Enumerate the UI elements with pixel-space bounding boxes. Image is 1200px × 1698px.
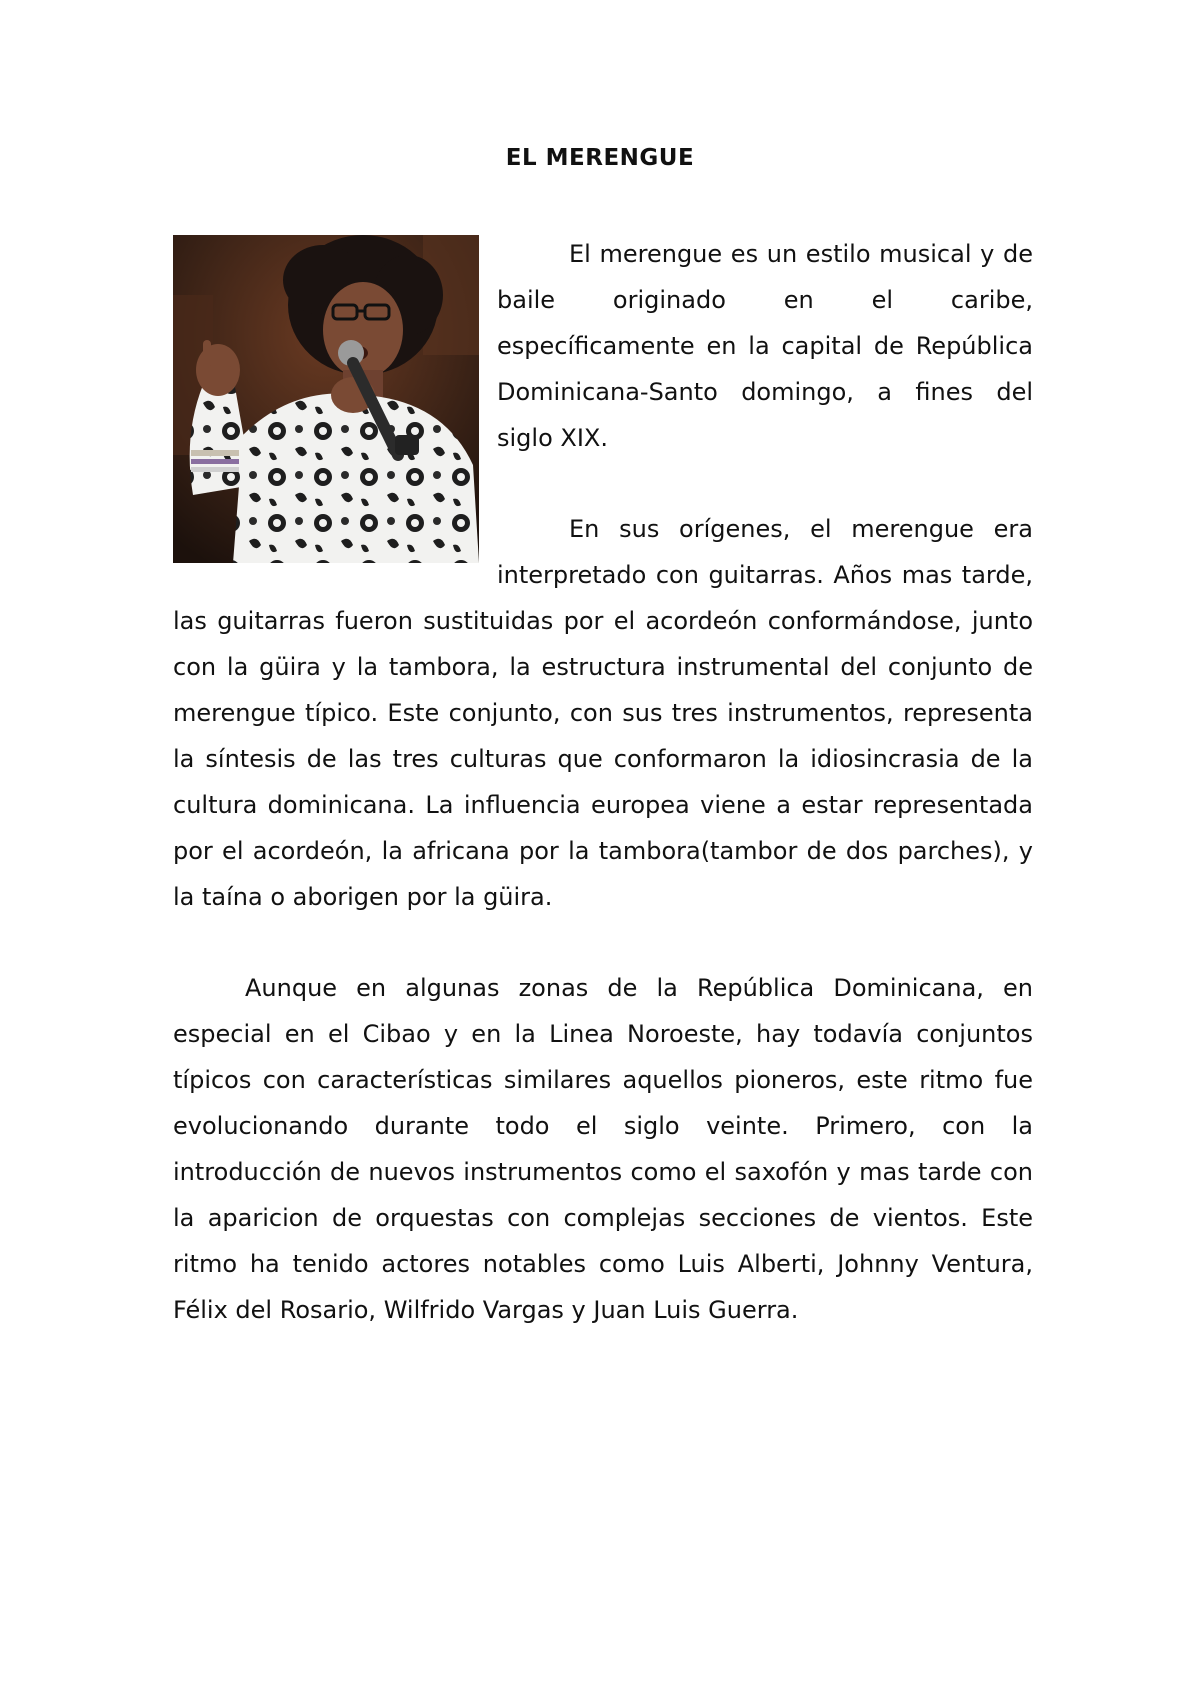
body-text [173, 232, 1033, 1334]
page-title: EL MERENGUE [505, 145, 695, 171]
paragraph-2: En sus orígenes, el merengue era interpretado con guitarras. Años mas tarde, las guitarras fueron sustituidas por el acordeón conformándose, junto con la güira y la tambora, la estructura instrumental del conjunto de merengue típico. Este conjunto, con sus tres instrumentos, representa la síntesis de las tres culturas que conformaron la idiosincrasia de la cultura dominicana. La influencia europea viene a estar representada por el acordeón, la africana por la tambora(tambor de dos parches), y la taína o aborigen por la güira. [173, 515, 1033, 911]
singer-photo [173, 235, 479, 563]
paragraph-1: El merengue es un estilo musical y de baile originado en el caribe, específicamente en la capital de República Dominicana-Santo domingo, a fines del siglo XIX. [497, 240, 1033, 452]
paragraph-3: Aunque en algunas zonas de la República Dominicana, en especial en el Cibao y en la Linea Noroeste, hay todavía conjuntos típicos con características similares aquellos pioneros, este ritmo fue evolucionando durante todo el siglo veinte. Primero, con la introducción de nuevos instrumentos como el saxofón y mas tarde con la aparicion de orquestas con complejas secciones de vientos. Este ritmo ha tenido actores notables como Luis Alberti, Johnny Ventura, Félix del Rosario, Wilfrido Vargas y Juan Luis Guerra. [173, 974, 1033, 1324]
paragraph-spacer [173, 921, 1033, 967]
